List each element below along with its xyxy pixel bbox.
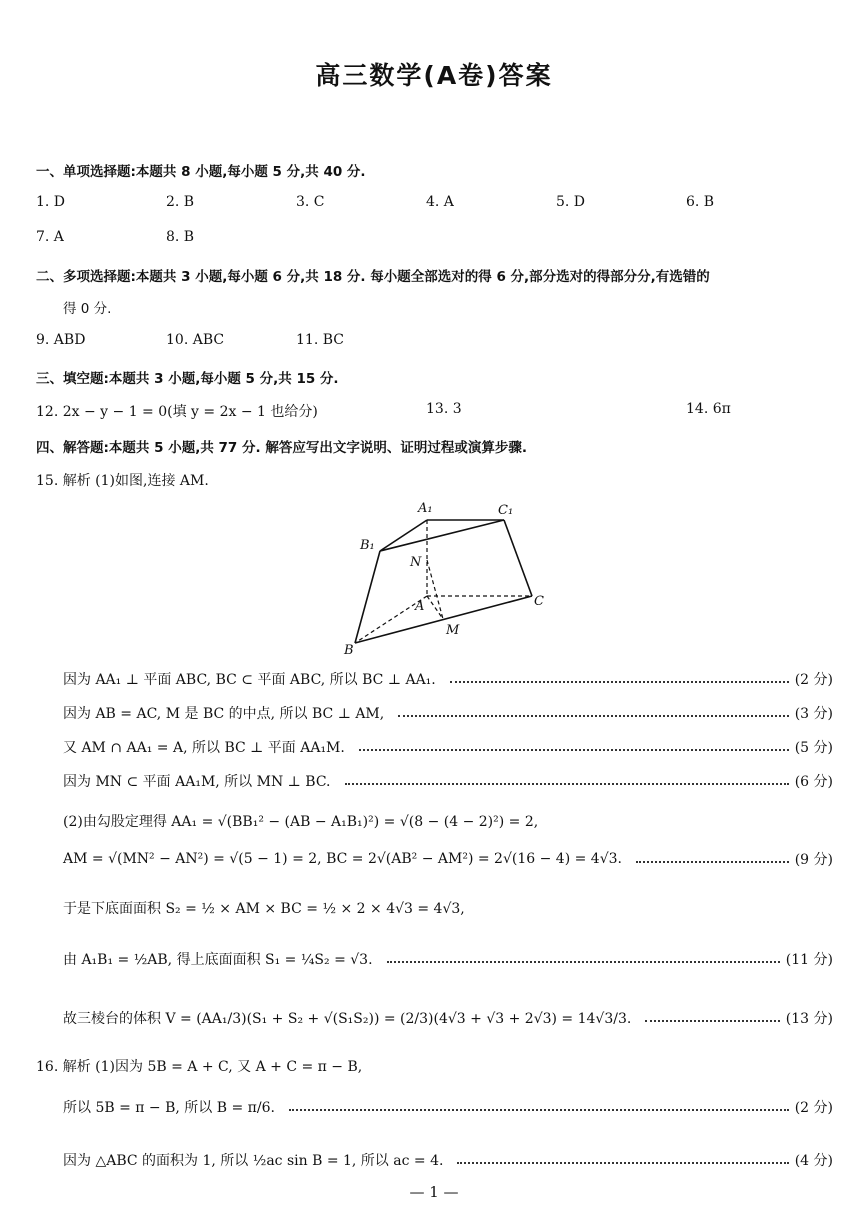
q15-step-3-text: 又 AM ∩ AA₁ = A, 所以 BC ⊥ 平面 AA₁M. xyxy=(63,740,345,756)
q16-head: 16. 解析 (1)因为 5B = A + C, 又 A + C = π − B, xyxy=(36,1059,363,1075)
q15-part2-b xyxy=(63,848,833,870)
answer-7: 7. A xyxy=(36,229,64,245)
answer-9: 9. ABD xyxy=(36,332,86,348)
q16-step-2-points: (4 分) xyxy=(794,1153,833,1169)
q15-step-1 xyxy=(63,668,833,690)
q15-step-3-points: (5 分) xyxy=(794,740,833,756)
q15-part2-d-text: 由 A₁B₁ = ½AB, 得上底面面积 S₁ = ¼S₂ = √3. xyxy=(63,952,373,968)
edge-n-m xyxy=(427,560,443,619)
leader-dots xyxy=(387,961,780,963)
answer-12: 12. 2x − y − 1 = 0(填 y = 2x − 1 也给分) xyxy=(36,404,318,420)
q16-step-1-points: (2 分) xyxy=(794,1100,833,1116)
q15-part2-e xyxy=(63,1007,833,1029)
label-m: M xyxy=(446,623,460,638)
section-solutions: 四、解答题:本题共 5 小题,共 77 分. 解答应写出文字说明、证明过程或演算步骤. xyxy=(36,440,527,456)
edge-a-m xyxy=(427,596,443,619)
answer-5: 5. D xyxy=(556,194,586,210)
edge-c1-c xyxy=(504,520,532,596)
q15-part2-c: 于是下底面面积 S₂ = ½ × AM × BC = ½ × 2 × 4√3 = 4√3, xyxy=(63,901,465,917)
answer-1: 1. D xyxy=(36,194,66,210)
frustum-figure xyxy=(330,488,570,658)
q15-part2-e-text: 故三棱台的体积 V = (AA₁/3)(S₁ + S₂ + √(S₁S₂)) = (2/3)(4√3 + √3 + 2√3) = 14√3/3. xyxy=(63,1011,632,1027)
label-a: A xyxy=(415,599,425,614)
q15-part2-a: (2)由勾股定理得 AA₁ = √(BB₁² − (AB − A₁B₁)²) = √(8 − (4 − 2)²) = 2, xyxy=(63,814,539,830)
label-c: C xyxy=(534,594,544,609)
label-n: N xyxy=(410,555,422,570)
q15-step-1-text: 因为 AA₁ ⊥ 平面 ABC, BC ⊂ 平面 ABC, 所以 BC ⊥ AA₁. xyxy=(63,672,436,688)
edge-b1-c1 xyxy=(380,520,504,551)
q16-step-1 xyxy=(63,1096,833,1118)
edge-b-c xyxy=(355,596,532,643)
answer-2: 2. B xyxy=(166,194,195,210)
page-title: 高三数学(A卷)答案 xyxy=(315,61,553,90)
leader-dots xyxy=(457,1162,788,1164)
q15-head: 15. 解析 (1)如图,连接 AM. xyxy=(36,473,209,489)
q15-step-2-points: (3 分) xyxy=(794,706,833,722)
q15-part2-d-points: (11 分) xyxy=(785,952,833,968)
q15-step-1-points: (2 分) xyxy=(794,672,833,688)
q15-step-2 xyxy=(63,702,833,724)
leader-dots xyxy=(398,715,788,717)
answer-4: 4. A xyxy=(426,194,454,210)
answer-8: 8. B xyxy=(166,229,195,245)
leader-dots xyxy=(636,861,789,863)
q15-step-3 xyxy=(63,736,833,758)
answer-14: 14. 6π xyxy=(686,401,731,417)
q15-part2-b-text: AM = √(MN² − AN²) = √(5 − 1) = 2, BC = 2√(AB² − AM²) = 2√(16 − 4) = 4√3. xyxy=(63,851,622,867)
q15-step-4 xyxy=(63,770,833,792)
label-c1: C₁ xyxy=(498,503,514,518)
leader-dots xyxy=(450,681,789,683)
q16-step-1-text: 所以 5B = π − B, 所以 B = π/6. xyxy=(63,1100,275,1116)
answer-13: 13. 3 xyxy=(426,401,462,417)
q15-part2-b-points: (9 分) xyxy=(794,852,833,868)
leader-dots xyxy=(289,1109,789,1111)
label-b: B xyxy=(344,643,354,658)
leader-dots xyxy=(359,749,789,751)
section-single-choice: 一、单项选择题:本题共 8 小题,每小题 5 分,共 40 分. xyxy=(36,164,366,180)
edge-b1-a1 xyxy=(380,520,427,551)
page-number: — 1 — xyxy=(409,1183,459,1201)
answer-6: 6. B xyxy=(686,194,715,210)
q15-part2-d xyxy=(63,948,833,970)
section-multi-choice-cont: 得 0 分. xyxy=(63,301,112,317)
q16-step-2 xyxy=(63,1149,833,1171)
q15-step-4-points: (6 分) xyxy=(794,774,833,790)
answer-3: 3. C xyxy=(296,194,325,210)
answer-11: 11. BC xyxy=(296,332,344,348)
q15-step-4-text: 因为 MN ⊂ 平面 AA₁M, 所以 MN ⊥ BC. xyxy=(63,774,331,790)
label-b1: B₁ xyxy=(360,538,375,553)
label-a1: A₁ xyxy=(418,501,433,516)
q15-part2-e-points: (13 分) xyxy=(785,1011,833,1027)
answer-10: 10. ABC xyxy=(166,332,225,348)
section-multi-choice: 二、多项选择题:本题共 3 小题,每小题 6 分,共 18 分. 每小题全部选对的得 6 分,部分选对的得部分分,有选错的 xyxy=(36,269,710,285)
leader-dots xyxy=(645,1020,779,1022)
q16-step-2-text: 因为 △ABC 的面积为 1, 所以 ½ac sin B = 1, 所以 ac = 4. xyxy=(63,1153,444,1169)
edge-b1-b xyxy=(355,551,380,643)
q15-step-2-text: 因为 AB = AC, M 是 BC 的中点, 所以 BC ⊥ AM, xyxy=(63,706,385,722)
leader-dots xyxy=(345,783,789,785)
section-fill-blank: 三、填空题:本题共 3 小题,每小题 5 分,共 15 分. xyxy=(36,371,339,387)
